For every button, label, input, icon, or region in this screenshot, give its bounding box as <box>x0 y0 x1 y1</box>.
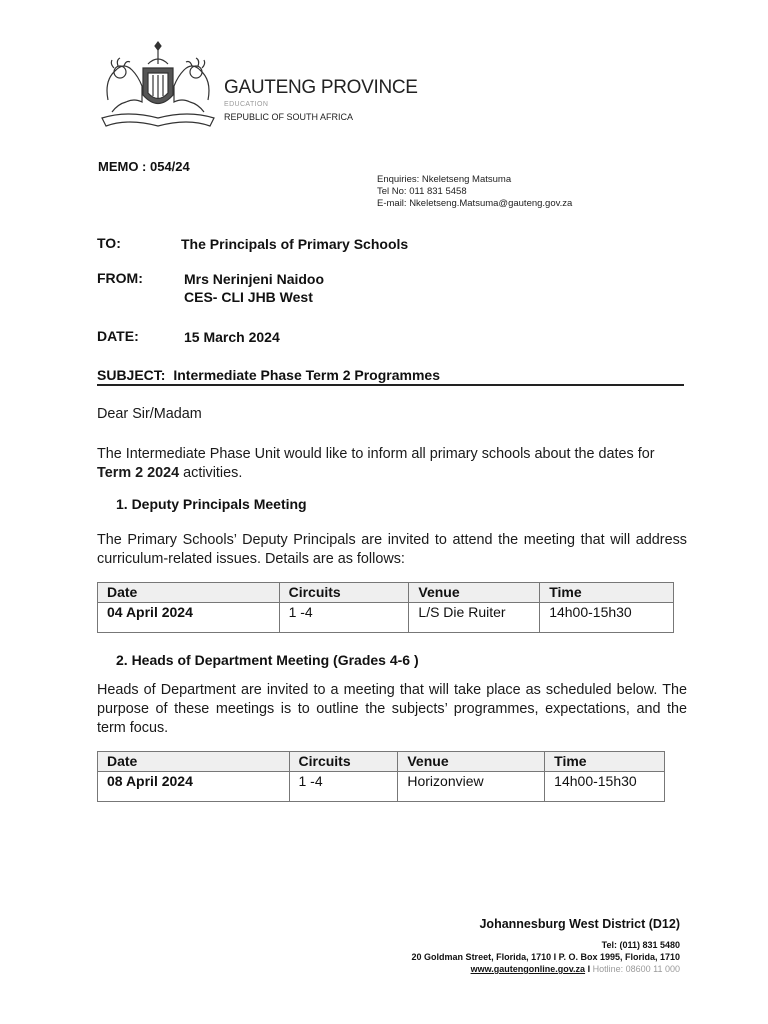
intro-text: The Intermediate Phase Unit would like to inform all primary schools about the dates for <box>97 446 655 462</box>
cell-time: 14h00-15h30 <box>540 603 674 633</box>
footer-hotline: Hotline: 08600 11 000 <box>592 964 680 974</box>
to-value: The Principals of Primary Schools <box>181 236 409 252</box>
subject-label: SUBJECT: <box>97 367 166 383</box>
col-header-circuits: Circuits <box>279 583 409 603</box>
table-row <box>98 603 674 633</box>
subject-line <box>97 367 684 386</box>
footer-district: Johannesburg West District (D12) <box>479 917 680 931</box>
cell-venue: Horizonview <box>398 772 545 802</box>
section1-paragraph: The Primary Schools’ Deputy Principals are invited to attend the meeting that will address curriculum-related issues. Details are as follows: <box>97 532 687 567</box>
from-value <box>184 270 324 306</box>
cell-time: 14h00-15h30 <box>545 772 665 802</box>
col-header-time: Time <box>545 752 665 772</box>
cell-circuits: 1 -4 <box>279 603 409 633</box>
cell-date: 04 April 2024 <box>98 603 280 633</box>
footer-tel: Tel: (011) 831 5480 <box>601 940 680 950</box>
section1-heading: 1. Deputy Principals Meeting <box>116 496 307 512</box>
org-name: GAUTENG PROVINCE <box>224 77 418 98</box>
intro-end: activities. <box>179 465 243 481</box>
from-name: Mrs Nerinjeni Naidoo <box>184 271 325 287</box>
gauteng-coat-of-arms-logo <box>98 40 218 128</box>
cell-circuits: 1 -4 <box>289 772 398 802</box>
subject-value: Intermediate Phase Term 2 Programmes <box>173 367 440 383</box>
table-row <box>98 772 665 802</box>
footer-web-line <box>471 964 680 974</box>
col-header-date: Date <box>98 752 290 772</box>
enquiries-block <box>377 174 572 210</box>
date-value: 15 March 2024 <box>184 329 280 345</box>
intro-paragraph <box>97 445 687 483</box>
salutation: Dear Sir/Madam <box>97 406 202 422</box>
deputy-principals-table <box>97 582 674 633</box>
col-header-time: Time <box>540 583 674 603</box>
hod-meeting-table <box>97 751 665 802</box>
cell-venue: L/S Die Ruiter <box>409 603 540 633</box>
intro-term: Term 2 2024 <box>97 465 180 481</box>
enquiries-tel: Tel No: 011 831 5458 <box>377 186 467 197</box>
to-label: TO: <box>97 235 121 251</box>
cell-date: 08 April 2024 <box>98 772 290 802</box>
enquiries-email: E-mail: Nkeletseng.Matsuma@gauteng.gov.za <box>377 198 573 209</box>
footer-website-link[interactable]: www.gautengonline.gov.za <box>470 964 586 974</box>
section2-paragraph: Heads of Department are invited to a meeting that will take place as scheduled below. The purpose of these meetings is to outline the subjects’ programmes, expectations, and the term focus. <box>97 682 687 736</box>
col-header-date: Date <box>98 583 280 603</box>
memo-number: MEMO : 054/24 <box>98 159 190 174</box>
footer-separator: I <box>585 964 593 974</box>
footer-address: 20 Goldman Street, Florida, 1710 I P. O. Box 1995, Florida, 1710 <box>411 952 680 962</box>
section2-heading: 2. Heads of Department Meeting (Grades 4-6 ) <box>116 652 419 668</box>
table-header-row <box>98 583 674 603</box>
from-title: CES- CLI JHB West <box>184 289 313 305</box>
table-header-row <box>98 752 665 772</box>
col-header-circuits: Circuits <box>289 752 398 772</box>
date-label: DATE: <box>97 328 139 344</box>
col-header-venue: Venue <box>409 583 540 603</box>
country-name: REPUBLIC OF SOUTH AFRICA <box>224 112 354 122</box>
from-label: FROM: <box>97 270 143 286</box>
enquiries-contact: Enquiries: Nkeletseng Matsuma <box>377 174 512 185</box>
department-name: EDUCATION <box>224 101 269 108</box>
col-header-venue: Venue <box>398 752 545 772</box>
